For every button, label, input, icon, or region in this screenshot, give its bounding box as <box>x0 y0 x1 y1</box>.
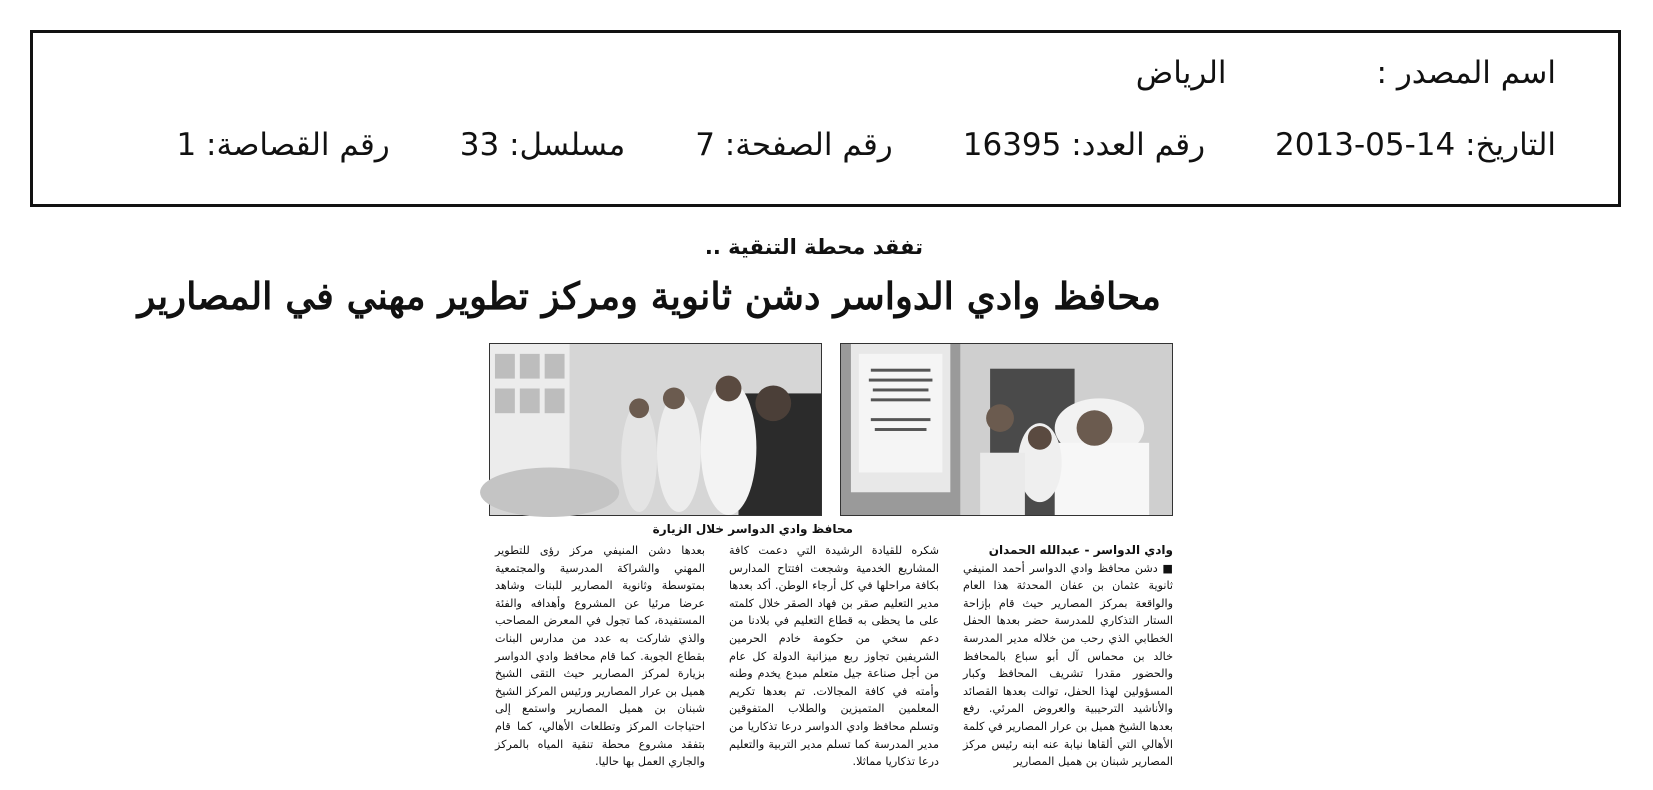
article-byline: وادي الدواسر - عبدالله الحمدان <box>988 543 1173 557</box>
article-column-3 <box>495 542 705 771</box>
serial-field: مسلسل: 33 <box>459 127 626 163</box>
article-photo-right <box>840 343 1173 516</box>
article-photo-left <box>489 343 822 516</box>
article-column-1-text: ■ دشن محافظ وادي الدواسر أحمد المنيفي ثانوية عثمان بن عفان المحدثة هذا العام والواقعة بمركز المصارير حيث قام بإزاحة الستار التذكاري للمدرسة حضر بعدها الحفل الخطابي الذي رحب من خلاله مدير المدرسة خالد بن محماس آل أبو سباع بالمحافظ والحضور مقدرا تشريف المحافظ وكبار المسؤولين لهذا الحفل، توالت بعدها القصائد والأناشيد الترحيبية والعروض المرئي. رفع بعدها الشيخ هميل بن عرار المصارير في كلمة الأهالي التي ألقاها نيابة عنه ابنه رئيس مركز المصارير شبنان بن هميل المصارير <box>963 561 1173 769</box>
article-column-3-text: بعدها دشن المنيفي مركز رؤى للتطوير المهني والشراكة المدرسية والمجتمعية بمتوسطة وثانوية المصارير للبنات وشاهد عرضا مرئيا عن المشروع وأهدافه والفئة المستفيدة، كما تجول في المعرض المصاحب والذي شاركت به عدد من مدارس البنات بقطاع الجوبة. كما قام محافظ وادي الدواسر بزيارة لمركز المصارير حيث التقى الشيخ هميل بن عرار المصارير ورئيس المركز الشيخ شبنان بن هميل المصارير واستمع إلى احتياجات المركز وتطلعات الأهالي، كما قام بتفقد مشروع محطة تنقية المياه بالمركز والجاري العمل بها حاليا. <box>495 544 705 769</box>
page-number-field: رقم الصفحة: 7 <box>695 127 893 163</box>
article-headline: محافظ وادي الدواسر دشن ثانوية ومركز تطوير مهني في المصارير <box>137 274 1161 318</box>
article-column-2 <box>729 542 939 771</box>
issue-number-field: رقم العدد: 16395 <box>962 127 1206 163</box>
article-column-1 <box>963 542 1173 771</box>
article-column-2-text: شكره للقيادة الرشيدة التي دعمت كافة المشاريع الخدمية وشجعت افتتاح المدارس بكافة مراحلها في كل أرجاء الوطن. أكد بعدها مدير التعليم صقر بن فهاد الصقر خلال كلمته على ما يحظى به قطاع التعليم في بلادنا من دعم سخي من حكومة خادم الحرمين الشريفين تجاوز ربع ميزانية الدولة كل عام من أجل صناعة جيل متعلم مبدع يخدم وطنه وأمته في كافة المجالات. تم بعدها تكريم المعلمين المتميزين والطلاب المتفوقين وتسلم محافظ وادي الدواسر درعا تذكاريا من مدير المدرسة كما تسلم مدير التربية والتعليم درعا تذكاريا مماثلا. <box>729 544 939 769</box>
source-line <box>1136 55 1556 91</box>
clip-number-field: رقم القصاصة: 1 <box>176 127 390 163</box>
article-kicker: تفقد محطة التنقية .. <box>704 235 923 259</box>
source-label: اسم المصدر : <box>1376 55 1556 91</box>
source-value: الرياض <box>1135 55 1227 91</box>
photo-caption: محافظ وادي الدواسر خلال الزيارة <box>652 522 853 536</box>
source-info-box <box>30 30 1621 207</box>
newspaper-clipping <box>137 232 1173 790</box>
details-line <box>176 127 1556 163</box>
date-field: التاريخ: 14-05-2013 <box>1275 127 1556 163</box>
